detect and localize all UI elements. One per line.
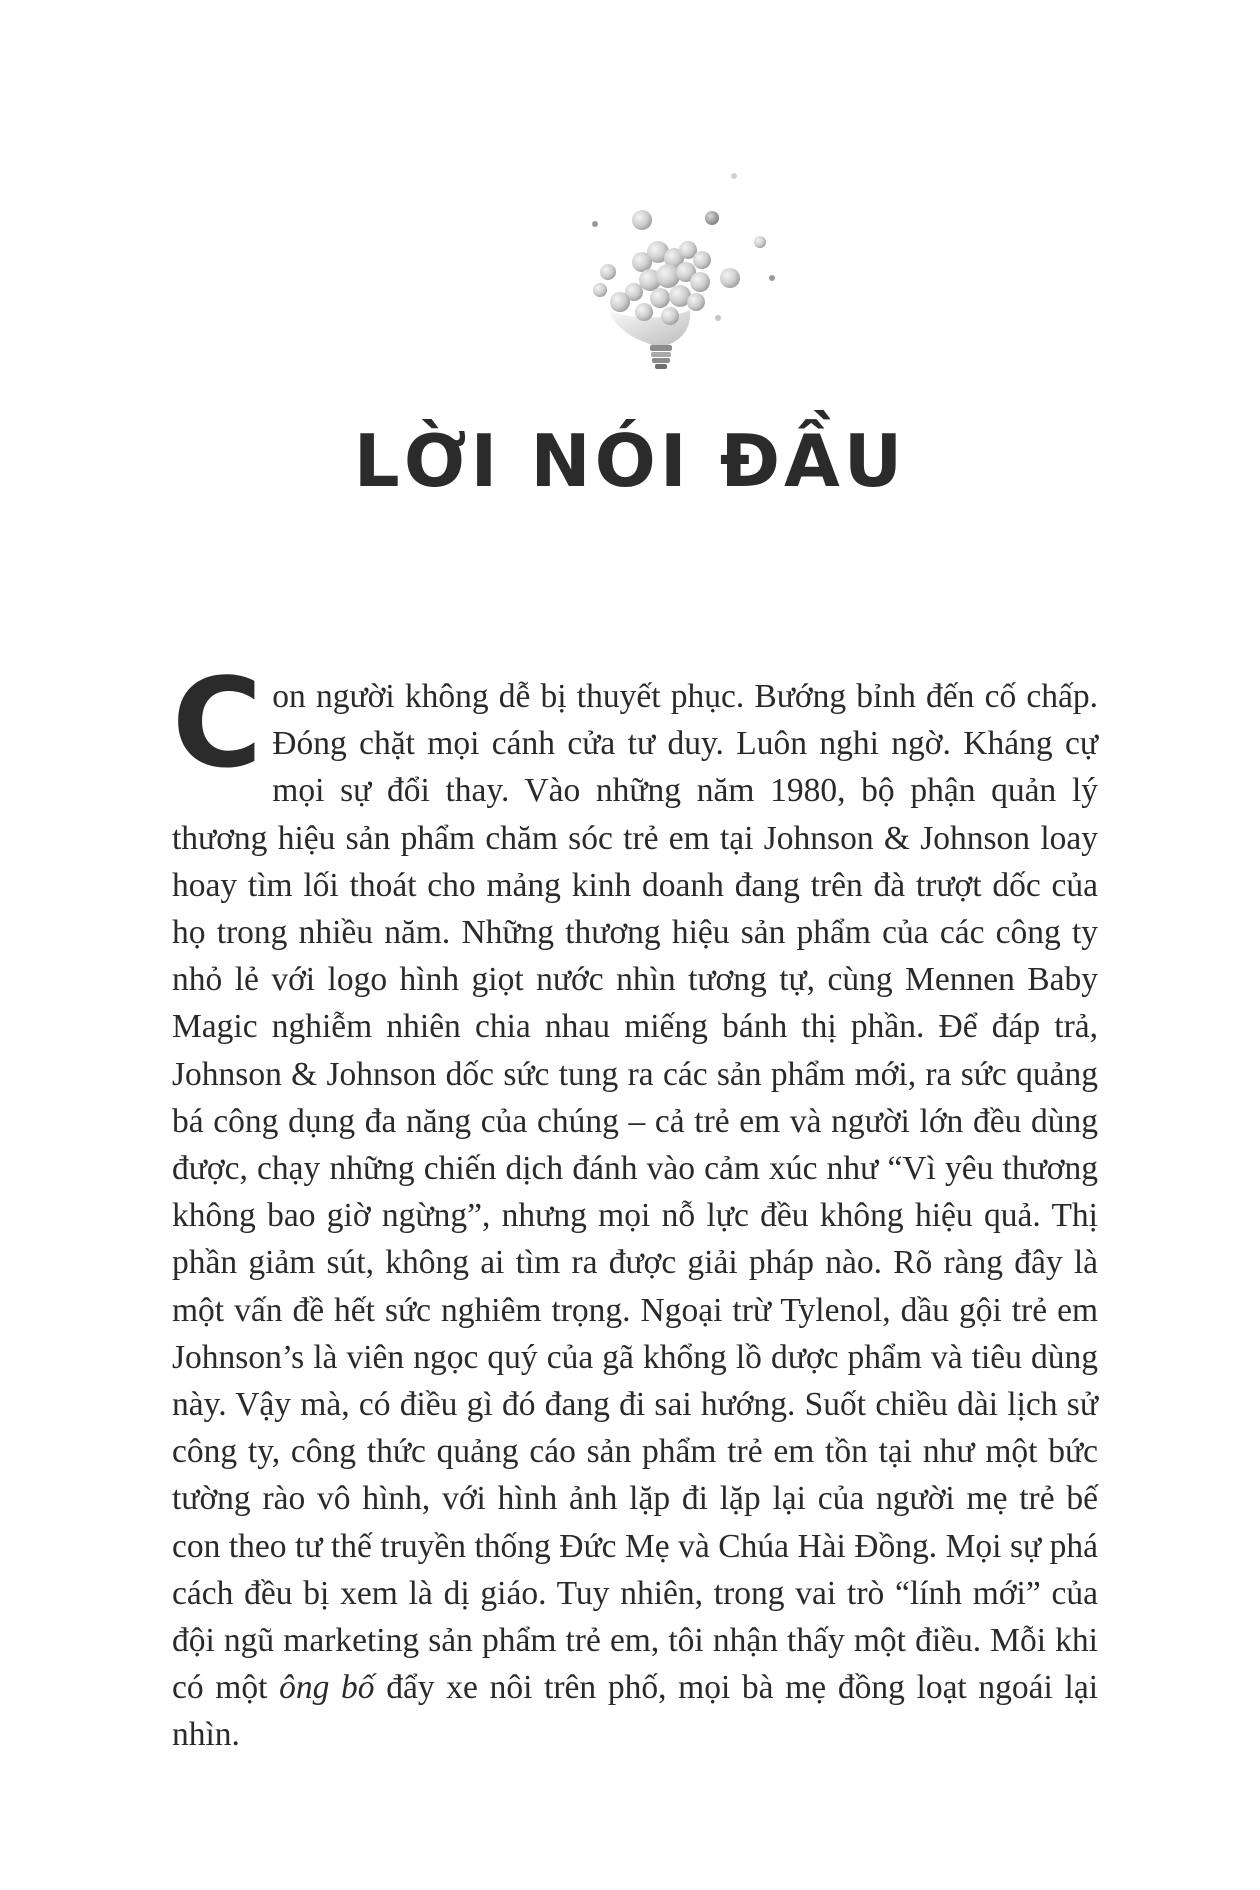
chapter-title: LỜI NÓI ĐẦU: [353, 419, 907, 503]
paragraph-text-italic: ông bố: [279, 1669, 375, 1707]
paragraph-text-tail: đẩy xe nôi trên phố, mọi bà mẹ đồng loạt ngoái lại nhìn.: [172, 1669, 1099, 1754]
drop-cap: C: [172, 653, 263, 796]
preface-paragraph: [172, 653, 1099, 1759]
paragraph-text-lead: on người không dễ bị thuyết phục. Bướng bỉnh đến cố chấp. Đóng chặt mọi cánh cửa tư duy. Luôn nghi ngờ. Kháng cự mọi sự đổi thay. Vào những năm 1980, bộ phận quản lý thương hiệu sản phẩm chăm sóc trẻ em tại Johnson & Johnson loay hoay tìm lối thoát cho mảng kinh doanh đang trên đà trượt dốc của họ trong nhiều năm. Những thương hiệu sản phẩm của các công ty nhỏ lẻ với logo hình giọt nước nhìn tương tự, cùng Mennen Baby Magic nghiễm nhiên chia nhau miếng bánh thị phần. Để đáp trả, Johnson & Johnson dốc sức tung ra các sản phẩm mới, ra sức quảng bá công dụng đa năng của chúng – cả trẻ em và người lớn đều dùng được, chạy những chiến dịch đánh vào cảm xúc như “Vì yêu thương không bao giờ ngừng”, nhưng mọi nỗ lực đều không hiệu quả. Thị phần giảm sút, không ai tìm ra được giải pháp nào. Rõ ràng đây là một vấn đề hết sức nghiêm trọng. Ngoại trừ Tylenol, dầu gội trẻ em Johnson’s là viên ngọc quý của gã khổng lồ dược phẩm và tiêu dùng này. Vậy mà, có điều gì đó đang đi sai hướng. Suốt chiều dài lịch sử công ty, công thức quảng cáo sản phẩm trẻ em tồn tại như một bức tường rào vô hình, với hình ảnh lặp đi lặp lại của người mẹ trẻ bế con theo tư thế truyền thống Đức Mẹ và Chúa Hài Đồng. Mọi sự phá cách đều bị xem là dị giáo. Tuy nhiên, trong vai trò “lính mới” của đội ngũ marketing sản phẩm trẻ em, tôi nhận thấy một điều. Mỗi khi có một: [172, 678, 1098, 1707]
lightbulb-balloons-icon: [560, 160, 800, 400]
